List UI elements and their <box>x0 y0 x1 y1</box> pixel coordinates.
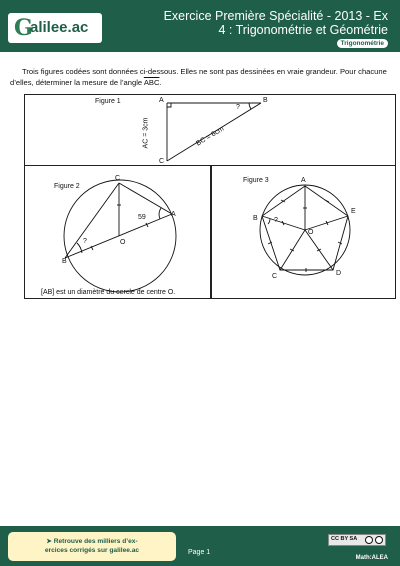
right-angle-mark <box>167 103 171 107</box>
point-d-label: D <box>336 270 342 277</box>
figure1-label: Figure 1 <box>95 98 121 105</box>
statement-text: Trois figures codées sont données ci-dessous. Elles ne sont pas dessinées en vraie grandeur. Pour chacune d’elles, déterminer la mesure de l’angle <box>10 67 387 87</box>
angle-arc-a <box>159 208 161 219</box>
figure2-label: Figure 2 <box>54 183 80 190</box>
point-c-label: C <box>272 273 278 280</box>
cc-license-badge[interactable] <box>328 534 386 546</box>
topic-badge[interactable]: Trigonométrie <box>337 39 388 48</box>
angle-notation: $\overline{ABC}$ <box>143 78 160 87</box>
angle-value-label: 59 <box>138 214 146 221</box>
figure3-drawing <box>212 166 397 300</box>
galilee-logo[interactable] <box>8 13 102 43</box>
exercise-title-line2: 4 : Trigonométrie et Géométrie <box>218 23 388 37</box>
point-o-label: O <box>120 239 126 246</box>
point-o-label: O <box>308 229 314 236</box>
page-header <box>0 0 400 52</box>
unknown-angle-label: ? <box>236 104 240 111</box>
logo-g-icon: G <box>14 15 33 41</box>
brand-label: Math:ALEA <box>355 555 388 561</box>
side-bc-label: BC = 6cm <box>195 125 226 148</box>
point-a-label: A <box>301 177 306 184</box>
point-b-label: B <box>62 258 67 265</box>
point-c-label: C <box>115 175 121 182</box>
unknown-angle-label: ? <box>83 238 87 245</box>
figure3-box <box>211 165 396 299</box>
point-c-label: C <box>159 158 165 165</box>
license-text: CC BY SA <box>331 536 358 542</box>
by-icon <box>365 536 373 544</box>
promo-line1: ➤ Retrouve des milliers d’ex- <box>46 538 138 545</box>
point-a-label: A <box>171 211 176 218</box>
page-number: Page 1 <box>188 549 211 556</box>
point-b-label: B <box>253 215 258 222</box>
unknown-angle-label: ? <box>274 217 278 224</box>
promo-banner[interactable] <box>8 532 176 561</box>
page-footer <box>0 526 400 566</box>
side-ac-label: AC = 3cm <box>142 117 150 149</box>
point-e-label: E <box>351 208 356 215</box>
logo-text: alilee.ac <box>30 19 89 36</box>
figure2-caption: [AB] est un diamètre du cercle de centre O. <box>41 289 176 296</box>
figure3-label: Figure 3 <box>243 177 269 184</box>
point-a-label: A <box>159 97 164 104</box>
sa-icon <box>375 536 383 544</box>
statement-end: . <box>159 78 162 87</box>
segment-ca <box>119 183 172 214</box>
exercise-title-line1: Exercice Première Spécialité - 2013 - Ex <box>163 9 388 23</box>
angle-arc-b <box>249 103 251 109</box>
angle-arc-b <box>268 219 270 224</box>
promo-line2: ercices corrigés sur galilee.ac <box>44 547 140 554</box>
figure1-box <box>24 94 396 166</box>
rocket-icon: ➤ <box>46 538 52 545</box>
figure2-box <box>24 165 211 299</box>
exercise-statement <box>10 66 392 88</box>
point-b-label: B <box>263 97 268 104</box>
